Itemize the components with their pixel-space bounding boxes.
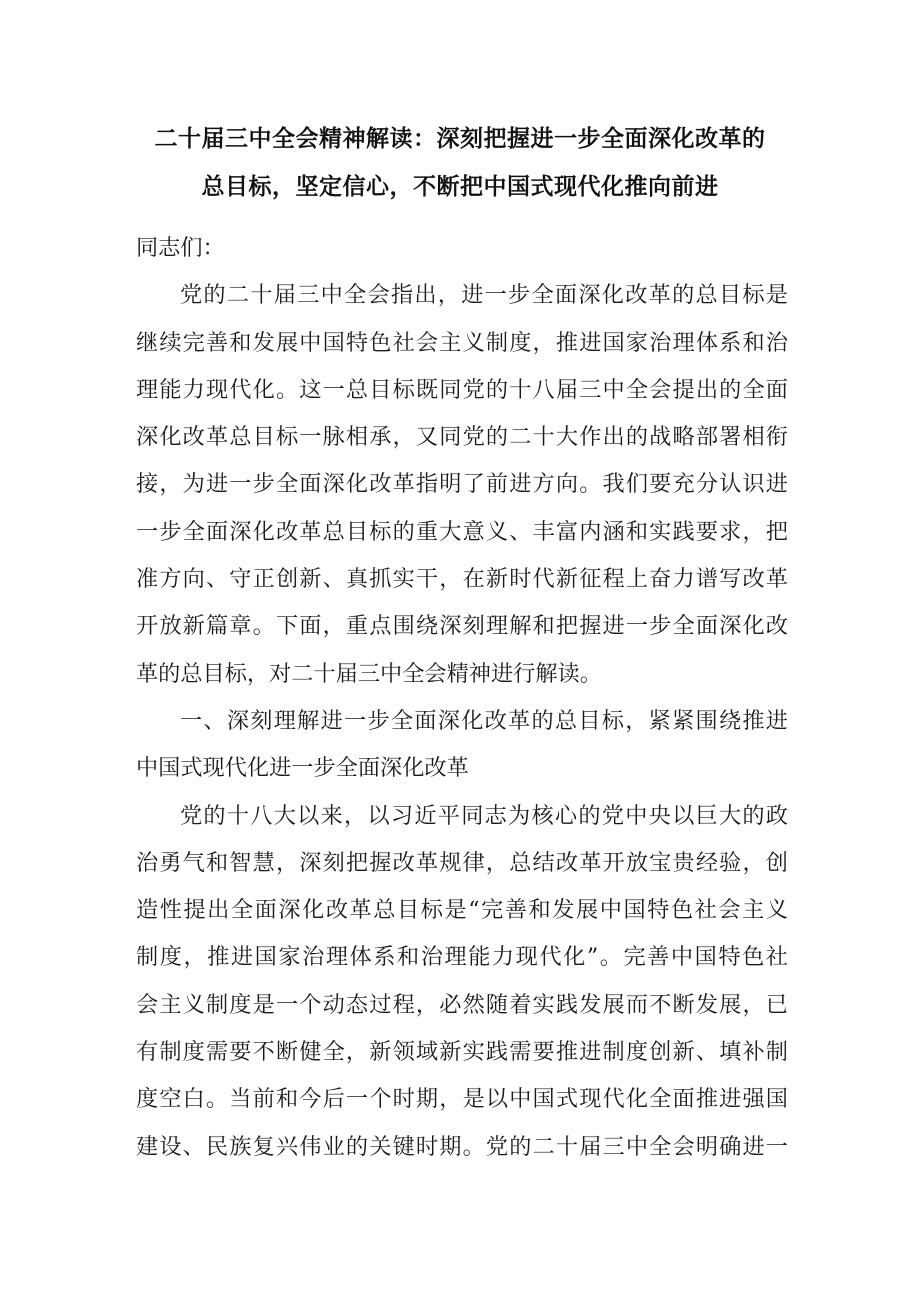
paragraph-1-line: 革的总目标，对二十届三中全会精神进行解读。 xyxy=(136,660,602,687)
paragraph-1-line: 接，为进一步全面深化改革指明了前进方向。我们要充分认识进 xyxy=(136,471,788,498)
paragraph-1-line: 开放新篇章。下面，重点围绕深刻理解和把握进一步全面深化改 xyxy=(136,613,788,640)
paragraph-1-line: 继续完善和发展中国特色社会主义制度，推进国家治理体系和治 xyxy=(136,329,788,356)
paragraph-3-line: 有制度需要不断健全，新领域新实践需要推进制度创新、填补制 xyxy=(136,1039,788,1066)
paragraph-1-line: 一步全面深化改革总目标的重大意义、丰富内涵和实践要求，把 xyxy=(136,518,788,545)
paragraph-1-line: 准方向、守正创新、真抓实干，在新时代新征程上奋力谱写改革 xyxy=(136,566,788,593)
paragraph-3-line: 建设、民族复兴伟业的关键时期。党的二十届三中全会明确进一 xyxy=(136,1133,788,1160)
paragraph-3-line: 党的十八大以来，以习近平同志为核心的党中央以巨大的政 xyxy=(180,802,788,829)
section-heading-line: 中国式现代化进一步全面深化改革 xyxy=(136,755,469,782)
document-title-line-2: 总目标，坚定信心，不断把中国式现代化推向前进 xyxy=(201,174,719,200)
document-title-line-1: 二十届三中全会精神解读：深刻把握进一步全面深化改革的 xyxy=(154,126,766,152)
paragraph-1-line: 理能力现代化。这一总目标既同党的十八届三中全会提出的全面 xyxy=(136,376,788,403)
paragraph-3-line: 会主义制度是一个动态过程，必然随着实践发展而不断发展，已 xyxy=(136,991,788,1018)
paragraph-3-line: 制度，推进国家治理体系和治理能力现代化”。完善中国特色社 xyxy=(136,944,788,971)
salutation: 同志们： xyxy=(136,235,225,261)
paragraph-1-line: 深化改革总目标一脉相承，又同党的二十大作出的战略部署相衔 xyxy=(136,424,788,451)
paragraph-1-line: 党的二十届三中全会指出，进一步全面深化改革的总目标是 xyxy=(180,282,788,309)
document-body xyxy=(136,225,788,1171)
section-heading-line: 一、深刻理解进一步全面深化改革的总目标，紧紧围绕推进 xyxy=(180,707,788,734)
paragraph-3-line: 治勇气和智慧，深刻把握改革规律，总结改革开放宝贵经验，创 xyxy=(136,849,788,876)
paragraph-3-line: 度空白。当前和今后一个时期，是以中国式现代化全面推进强国 xyxy=(136,1086,788,1113)
paragraph-3-line: 造性提出全面深化改革总目标是“完善和发展中国特色社会主义 xyxy=(136,897,788,924)
